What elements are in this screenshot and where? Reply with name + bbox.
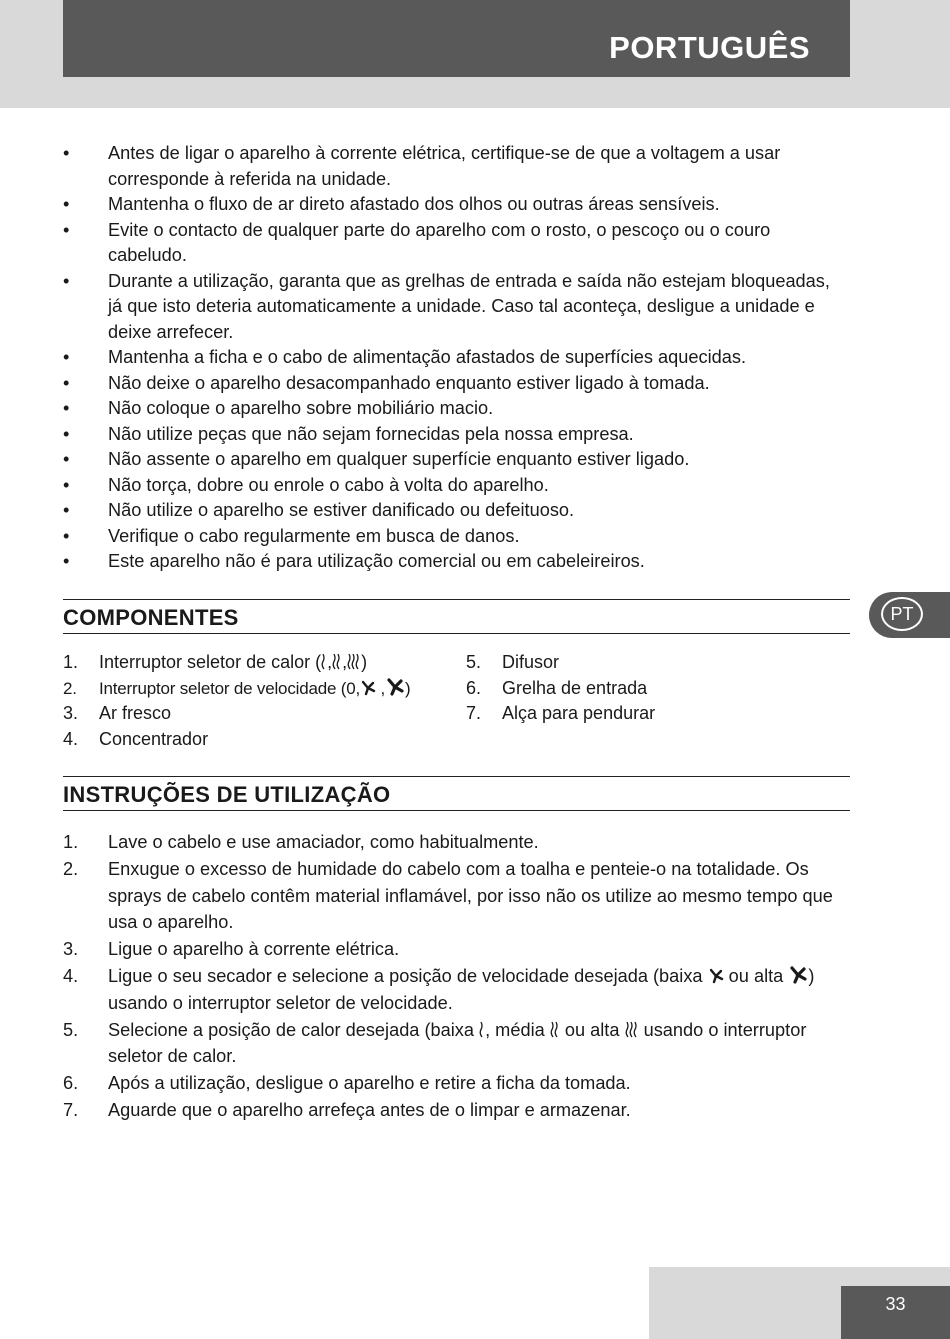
bullet-icon: • [63, 551, 70, 571]
list-item: 7. Alça para pendurar [466, 703, 656, 724]
list-item: 5. Difusor [466, 652, 560, 672]
list-item: 3. Ar fresco [63, 703, 172, 724]
bullet-icon: • [63, 474, 70, 495]
bullet-icon: • [63, 219, 70, 240]
list-item: • Este aparelho não é para utilização comercial ou em cabeleireiros. [63, 549, 833, 575]
list-item: • Verifique o cabo regularmente em busca de danos. [63, 524, 833, 550]
components-heading: COMPONENTES [63, 599, 850, 634]
fan-low-icon [708, 968, 724, 984]
heat-high-icon [625, 1021, 639, 1038]
list-item: • Não utilize peças que não sejam fornecidas pela nossa empresa. [63, 422, 833, 448]
heat-medium-icon [550, 1021, 560, 1038]
list-item: • Evite o contacto de qualquer parte do aparelho com o rosto, o pescoço ou o couro cabeludo. [63, 219, 771, 265]
language-header [63, 0, 850, 77]
heat-high-icon [347, 653, 361, 670]
list-item: • Mantenha a ficha e o cabo de alimentação afastados de superfícies aquecidas. [63, 345, 833, 371]
components-list-right [466, 650, 846, 727]
language-badge: PT [881, 597, 923, 631]
list-item: 3. Ligue o aparelho à corrente elétrica. [63, 939, 400, 960]
list-item: 6. Após a utilização, desligue o aparelho e retire a ficha da tomada. [63, 1073, 631, 1094]
bullet-icon: • [63, 525, 70, 546]
bullet-icon: • [63, 449, 70, 469]
language-title: PORTUGUÊS [609, 30, 810, 65]
bullet-icon: • [63, 398, 70, 418]
fan-high-icon [788, 966, 808, 984]
instructions-list [63, 829, 843, 1124]
page-number: 33 [885, 1294, 906, 1314]
bullet-icon: • [63, 500, 70, 520]
bullet-icon: • [63, 423, 70, 444]
bullet-icon: • [63, 143, 70, 163]
list-item: 2. Enxugue o excesso de humidade do cabelo com a toalha e penteie-o na totalidade. Os sprays de cabelo contêm material inflamável, por isso não os utilize ao mesmo tempo que usa o aparelho. [63, 858, 833, 933]
list-item: 4. Ligue o seu secador e selecione a posição de velocidade desejada (baixa ou alta ) usando o interruptor seletor de velocidade. [63, 965, 815, 1013]
heat-medium-icon [332, 653, 342, 670]
list-item: • Antes de ligar o aparelho à corrente elétrica, certifique-se de que a voltagem a usar corresponde à referida na unidade. [63, 143, 781, 189]
list-item: • Não assente o aparelho em qualquer superfície enquanto estiver ligado. [63, 447, 833, 473]
list-item: • Mantenha o fluxo de ar direto afastado dos olhos ou outras áreas sensíveis. [63, 192, 833, 218]
list-item: 7. Aguarde que o aparelho arrefeça antes de o limpar e armazenar. [63, 1099, 631, 1120]
instructions-heading: INSTRUÇÕES DE UTILIZAÇÃO [63, 776, 850, 811]
bullet-icon: • [63, 347, 70, 367]
language-side-tab [869, 592, 950, 638]
list-item: 4. Concentrador [63, 729, 209, 750]
fan-high-icon [385, 678, 405, 696]
components-list-left [63, 650, 463, 753]
page-number-box [841, 1286, 950, 1339]
bullet-icon: • [63, 372, 70, 393]
bullet-icon: • [63, 270, 70, 291]
list-item: • Não utilize o aparelho se estiver danificado ou defeituoso. [63, 498, 833, 524]
list-item: • Durante a utilização, garanta que as grelhas de entrada e saída não estejam bloqueadas, já que isto deteria automaticamente a unidade. Caso tal aconteça, desligue a unidade e deixe arrefecer. [63, 270, 830, 342]
list-item: 2. Interruptor seletor de velocidade (0, , ) [63, 678, 411, 698]
safety-bullet-list [63, 141, 833, 575]
list-item: 6. Grelha de entrada [466, 677, 648, 698]
fan-low-icon [360, 680, 376, 696]
list-item: • Não deixe o aparelho desacompanhado enquanto estiver ligado à tomada. [63, 371, 833, 397]
list-item: • Não torça, dobre ou enrole o cabo à volta do aparelho. [63, 473, 833, 499]
bullet-icon: • [63, 194, 70, 214]
list-item: 1. Interruptor seletor de calor ( , , ) [63, 652, 368, 672]
list-item: • Não coloque o aparelho sobre mobiliário macio. [63, 396, 833, 422]
list-item: 5. Selecione a posição de calor desejada (baixa , média ou alta usando o interruptor seletor de calor. [63, 1019, 807, 1067]
heat-low-icon [321, 653, 327, 670]
list-item: 1. Lave o cabelo e use amaciador, como habitualmente. [63, 832, 539, 852]
